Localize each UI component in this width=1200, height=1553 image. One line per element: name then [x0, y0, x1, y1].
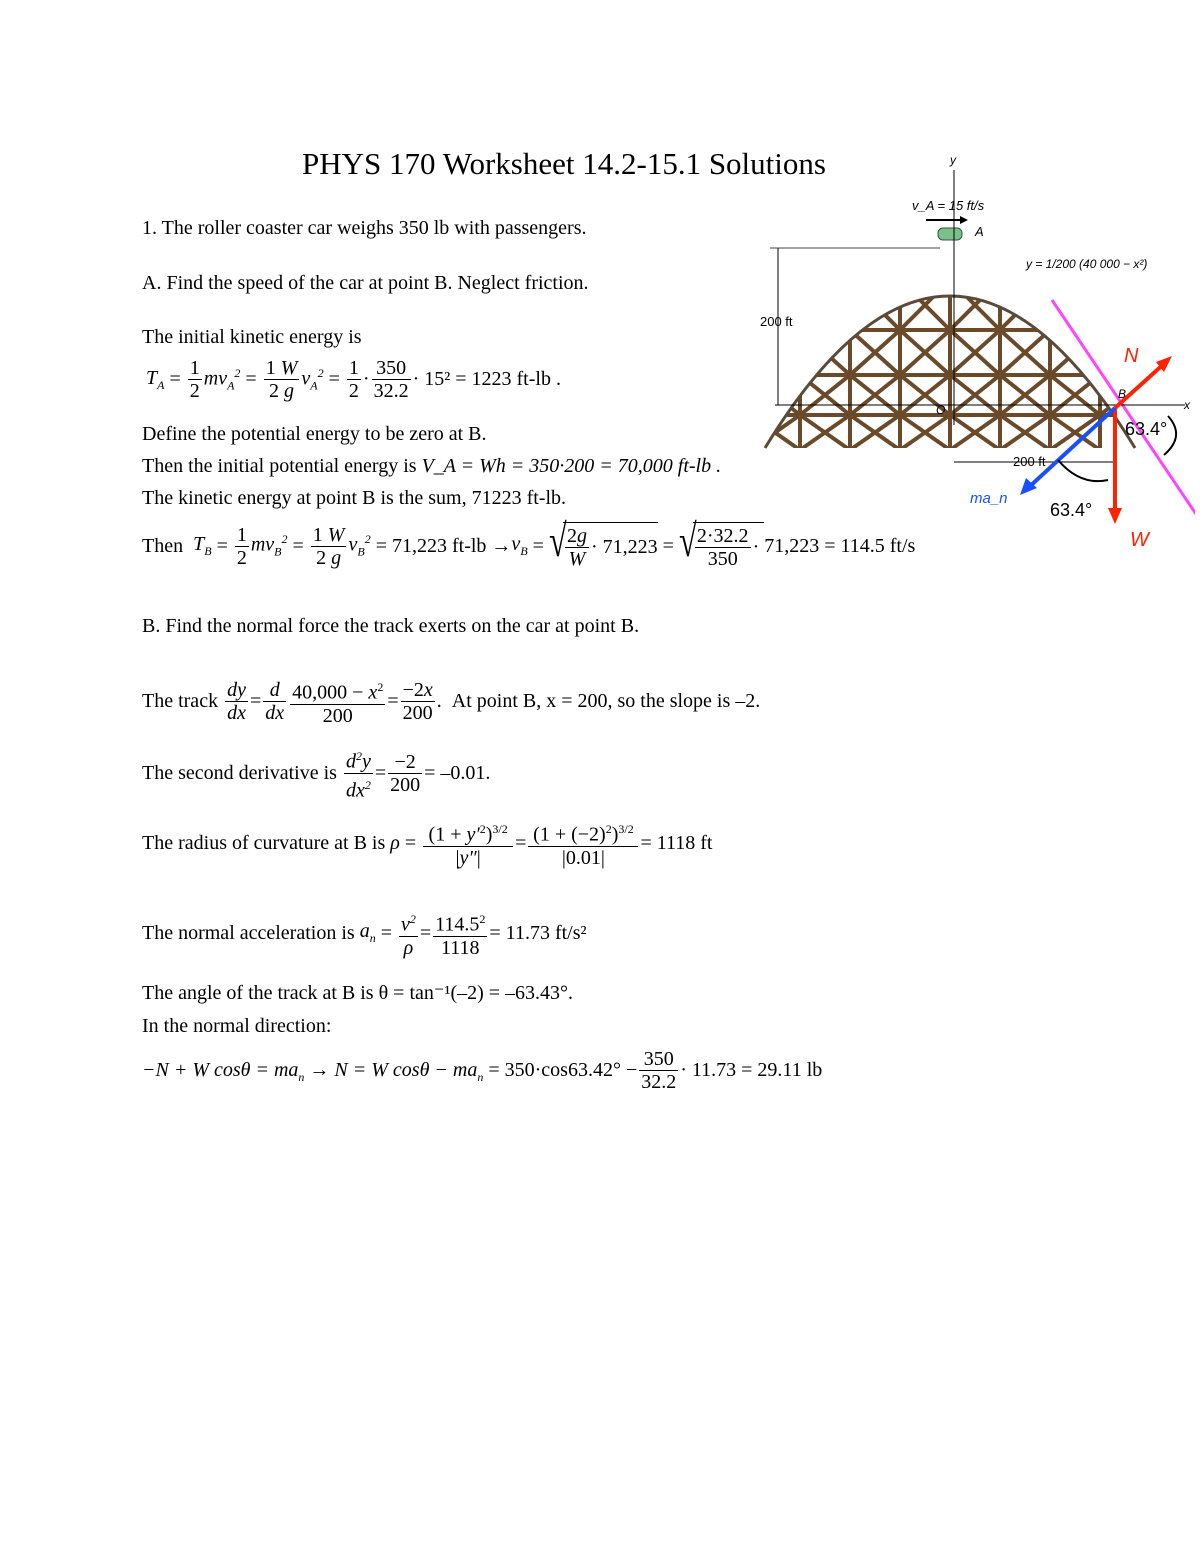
then-label: Then	[142, 534, 184, 557]
page-title: PHYS 170 Worksheet 14.2-15.1 Solutions	[302, 146, 826, 181]
pe-zero: Define the potential energy to be zero at B.	[142, 423, 487, 445]
track-derivative: The track $\frac{dy}{dx}$ = $\frac{d}{dx}$ $\frac{40,000 - x^2}{200}$ = $\frac{-2x}{200}$ . At point B, x = 200, so the slope is –2.	[142, 676, 760, 727]
point-b-label: B	[1118, 387, 1127, 401]
final-result: · 11.73 = 29.11 lb	[680, 1059, 823, 1081]
ke-equation: $T_A$ = $\frac{1}{2}$ $mv_A^2$ = $\frac{1 W}{2 g}$ $v_A^2$ = $\frac{1}{2}$ · $\frac{350}{32.2}$ · 15² = 1223 ft-lb .	[146, 357, 561, 402]
final-eq-mid: → N = W cosθ − ma	[309, 1059, 478, 1081]
radius-curvature: The radius of curvature at B is ρ = $\frac{(1 + y'^2)^{3/2}}{|y''|}$ = $\frac{(1 + (-2)^2)^{3/2}}{|0.01|}$ = 1118 ft	[142, 818, 712, 869]
normal-acc-result: = 11.73 ft/s²	[489, 921, 587, 944]
normal-direction: In the normal direction:	[142, 1015, 332, 1037]
final-equation: −N + W cosθ = ma $_n$ → N = W cosθ − ma $_n$ = 350·cos63.42° − $\frac{350}{32.2}$ · 11.73 = 29.11 lb	[142, 1048, 823, 1093]
roller-coaster-diagram	[740, 150, 1195, 570]
vb-equation: Then $T_B$ = $\frac{1}{2}$ $mv_B^2$ = $\frac{1 W}{2 g}$ $v_B^2$ = 71,223 ft-lb → $v_B$ = √ $\frac{2g}{W}$ · 71,223 = √ $\frac{2\cdot 32.2}{350}$ · 71,223 = 114.5 ft/s	[142, 515, 916, 570]
normal-acc-label: The normal acceleration is	[142, 921, 355, 944]
weight-label: W	[1130, 529, 1149, 551]
ke-sum: The kinetic energy at point B is the sum, 71223 ft-lb.	[142, 487, 567, 509]
second-derivative: The second derivative is $\frac{d^2y}{dx^2}$ = $\frac{-2}{200}$ = –0.01.	[142, 745, 490, 801]
angle-arc-2	[1058, 460, 1108, 481]
angle-line	[142, 980, 573, 1005]
normal-force-arrow	[1115, 362, 1166, 408]
pe-equation: V_A = Wh = 350·200 = 70,000 ft-lb .	[421, 455, 722, 477]
slope-text: At point B, x = 200, so the slope is –2.	[451, 689, 761, 712]
radius-label: The radius of curvature at B is	[142, 831, 386, 854]
part-b-question: B. Find the normal force the track exerts on the car at point B.	[142, 615, 640, 637]
ke-result: 15² = 1223 ft-lb .	[424, 368, 561, 390]
y-axis-label: y	[950, 153, 956, 167]
final-eq-left: −N + W cosθ = ma	[142, 1059, 299, 1081]
final-eq-right: = 350·cos63.42° −	[488, 1059, 638, 1081]
vb-result: 71,223 = 114.5 ft/s	[764, 534, 916, 557]
height-label: 200 ft	[760, 314, 793, 329]
angle-equation: θ = tan⁻¹(–2) = –63.43°.	[378, 982, 574, 1004]
radius-result: = 1118 ft	[640, 831, 713, 854]
tangent-line	[1052, 300, 1195, 520]
second-deriv-label: The second derivative is	[142, 761, 337, 784]
normal-acceleration: The normal acceleration is $a_n$ = $\frac{v^2}{\rho}$ = $\frac{114.5^2}{1118}$ = 11.73 ft/s²	[142, 908, 587, 959]
point-a-label: A	[975, 224, 984, 239]
track-label: The track	[142, 689, 219, 712]
part-a-question: A. Find the speed of the car at point B. Neglect friction.	[142, 272, 589, 294]
width-label: 200 ft	[1013, 454, 1046, 469]
pe-line	[142, 455, 721, 478]
angle-text: The angle of the track at B is	[142, 982, 374, 1004]
angle-1-label: 63.4°	[1125, 419, 1168, 439]
normal-force-label: N	[1124, 345, 1139, 367]
origin-label: O	[936, 403, 946, 417]
man-label: ma_n	[970, 490, 1008, 507]
problem-intro: 1. The roller coaster car weighs 350 lb with passengers.	[142, 217, 587, 239]
angle-2-label: 63.4°	[1050, 500, 1093, 520]
pe-intro: Then the initial potential energy is	[142, 455, 417, 477]
curve-equation: y = 1/200 (40 000 − x²)	[1026, 257, 1148, 271]
second-deriv-result: = –0.01.	[424, 761, 491, 784]
x-axis-label: x	[1184, 398, 1190, 412]
va-label: v_A = 15 ft/s	[912, 198, 985, 213]
ke-intro: The initial kinetic energy is	[142, 326, 362, 348]
coaster-car	[938, 228, 962, 240]
